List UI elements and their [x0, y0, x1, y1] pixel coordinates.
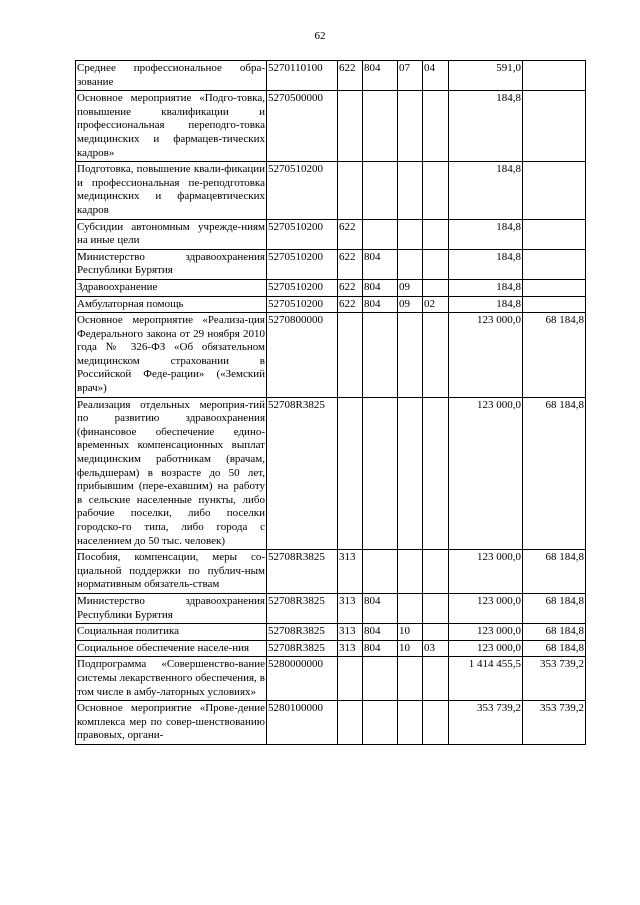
cell-subsection-code: 02	[423, 296, 449, 313]
cell-target-article-code: 52708R3825	[267, 593, 338, 623]
cell-name: Социальное обеспечение населе-ния	[76, 640, 267, 657]
cell-ministry-code	[363, 397, 398, 550]
cell-amount-1: 184,8	[449, 91, 523, 162]
cell-target-article-code: 5270110100	[267, 61, 338, 91]
cell-ministry-code	[363, 701, 398, 745]
cell-amount-1: 123 000,0	[449, 640, 523, 657]
cell-amount-1: 123 000,0	[449, 313, 523, 398]
cell-section-code	[398, 162, 423, 219]
cell-target-article-code: 5280100000	[267, 701, 338, 745]
cell-ministry-code	[363, 550, 398, 594]
cell-name: Пособия, компенсации, меры со-циальной поддержки по публич-ным нормативным обязатель-ствам	[76, 550, 267, 594]
cell-expense-type-code: 313	[338, 550, 363, 594]
table-row	[76, 162, 586, 219]
cell-ministry-code: 804	[363, 640, 398, 657]
cell-section-code	[398, 313, 423, 398]
cell-section-code	[398, 249, 423, 279]
cell-section-code	[398, 657, 423, 701]
cell-ministry-code	[363, 313, 398, 398]
cell-expense-type-code: 313	[338, 624, 363, 641]
cell-target-article-code: 52708R3825	[267, 624, 338, 641]
cell-expense-type-code	[338, 91, 363, 162]
table-row	[76, 61, 586, 91]
cell-ministry-code: 804	[363, 249, 398, 279]
cell-name: Подготовка, повышение квали-фикации и профессиональная пе-реподготовка медицинских и фармацевтических кадров	[76, 162, 267, 219]
cell-ministry-code: 804	[363, 61, 398, 91]
cell-amount-2: 68 184,8	[523, 640, 586, 657]
cell-amount-1: 591,0	[449, 61, 523, 91]
cell-subsection-code	[423, 313, 449, 398]
cell-subsection-code: 04	[423, 61, 449, 91]
table-row	[76, 624, 586, 641]
cell-target-article-code: 5270510200	[267, 249, 338, 279]
table-row	[76, 279, 586, 296]
cell-amount-2	[523, 296, 586, 313]
budget-table	[75, 60, 586, 745]
cell-section-code	[398, 550, 423, 594]
cell-ministry-code	[363, 162, 398, 219]
cell-subsection-code	[423, 219, 449, 249]
cell-subsection-code	[423, 550, 449, 594]
cell-ministry-code: 804	[363, 593, 398, 623]
cell-name: Подпрограмма «Совершенство-вание системы лекарственного обеспечения, в том числе в амбу-латорных условиях»	[76, 657, 267, 701]
cell-amount-1: 123 000,0	[449, 624, 523, 641]
cell-expense-type-code: 313	[338, 640, 363, 657]
cell-amount-2: 353 739,2	[523, 657, 586, 701]
cell-expense-type-code	[338, 162, 363, 219]
cell-section-code: 09	[398, 279, 423, 296]
cell-subsection-code	[423, 279, 449, 296]
cell-amount-2	[523, 279, 586, 296]
cell-expense-type-code	[338, 397, 363, 550]
cell-expense-type-code: 313	[338, 593, 363, 623]
cell-amount-2: 68 184,8	[523, 397, 586, 550]
table-row	[76, 701, 586, 745]
cell-amount-2	[523, 91, 586, 162]
cell-subsection-code	[423, 624, 449, 641]
cell-ministry-code: 804	[363, 279, 398, 296]
cell-amount-2: 68 184,8	[523, 313, 586, 398]
cell-amount-2: 68 184,8	[523, 550, 586, 594]
cell-name: Основное мероприятие «Подго-товка, повышение квалификации и профессиональная переподго-товка медицинских и фармацев-тических кадров»	[76, 91, 267, 162]
cell-expense-type-code: 622	[338, 219, 363, 249]
cell-section-code	[398, 701, 423, 745]
cell-name: Здравоохранение	[76, 279, 267, 296]
cell-target-article-code: 5270510200	[267, 219, 338, 249]
cell-ministry-code	[363, 657, 398, 701]
table-row	[76, 550, 586, 594]
table-row	[76, 593, 586, 623]
cell-target-article-code: 5270510200	[267, 162, 338, 219]
table-row	[76, 91, 586, 162]
cell-name: Министерство здравоохранения Республики Бурятия	[76, 593, 267, 623]
cell-subsection-code	[423, 162, 449, 219]
cell-target-article-code: 5280000000	[267, 657, 338, 701]
cell-amount-2	[523, 162, 586, 219]
cell-ministry-code: 804	[363, 624, 398, 641]
cell-subsection-code	[423, 701, 449, 745]
cell-expense-type-code: 622	[338, 296, 363, 313]
table-row	[76, 397, 586, 550]
cell-expense-type-code	[338, 701, 363, 745]
cell-target-article-code: 5270800000	[267, 313, 338, 398]
cell-ministry-code	[363, 91, 398, 162]
cell-amount-1: 353 739,2	[449, 701, 523, 745]
cell-expense-type-code: 622	[338, 61, 363, 91]
cell-expense-type-code	[338, 313, 363, 398]
cell-subsection-code: 03	[423, 640, 449, 657]
table-body	[76, 61, 586, 745]
cell-amount-1: 184,8	[449, 296, 523, 313]
cell-ministry-code	[363, 219, 398, 249]
cell-expense-type-code: 622	[338, 249, 363, 279]
table-row	[76, 219, 586, 249]
cell-subsection-code	[423, 657, 449, 701]
cell-name: Основное мероприятие «Реализа-ция Федерального закона от 29 ноября 2010 года № 326-ФЗ «Об обязательном медицинском страховании в Российской Феде-рации» («Земский врач»)	[76, 313, 267, 398]
table-row	[76, 249, 586, 279]
cell-amount-1: 184,8	[449, 162, 523, 219]
table-row	[76, 296, 586, 313]
cell-target-article-code: 5270510200	[267, 279, 338, 296]
cell-section-code: 07	[398, 61, 423, 91]
cell-amount-1: 123 000,0	[449, 593, 523, 623]
cell-target-article-code: 5270500000	[267, 91, 338, 162]
cell-amount-1: 184,8	[449, 279, 523, 296]
cell-subsection-code	[423, 91, 449, 162]
cell-target-article-code: 52708R3825	[267, 550, 338, 594]
page-number: 62	[314, 30, 326, 42]
cell-subsection-code	[423, 593, 449, 623]
cell-section-code: 09	[398, 296, 423, 313]
cell-amount-2	[523, 249, 586, 279]
cell-expense-type-code	[338, 657, 363, 701]
table-row	[76, 657, 586, 701]
cell-ministry-code: 804	[363, 296, 398, 313]
cell-amount-1: 123 000,0	[449, 397, 523, 550]
cell-amount-2: 68 184,8	[523, 593, 586, 623]
cell-subsection-code	[423, 249, 449, 279]
cell-name: Амбулаторная помощь	[76, 296, 267, 313]
cell-expense-type-code: 622	[338, 279, 363, 296]
cell-name: Основное мероприятие «Прове-дение комплекса мер по совер-шенствованию правовых, органи-	[76, 701, 267, 745]
cell-section-code: 10	[398, 640, 423, 657]
cell-name: Субсидии автономным учрежде-ниям на иные цели	[76, 219, 267, 249]
cell-name: Министерство здравоохранения Республики Бурятия	[76, 249, 267, 279]
cell-section-code	[398, 397, 423, 550]
cell-section-code: 10	[398, 624, 423, 641]
cell-target-article-code: 52708R3825	[267, 640, 338, 657]
cell-amount-2	[523, 219, 586, 249]
cell-amount-2	[523, 61, 586, 91]
cell-name: Реализация отдельных мероприя-тий по развитию здравоохранения (финансовое обеспечение едино-временных компенсационных выплат медицинским работникам (врачам, фельдшерам) в возрасте до 50 лет, прибывшим (пере-ехавшим) на работу в сельские населенные пункты, либо рабочие поселки, либо поселки городско-го типа, либо города с населением до 50 тыс. человек)	[76, 397, 267, 550]
cell-name: Социальная политика	[76, 624, 267, 641]
cell-section-code	[398, 219, 423, 249]
cell-amount-2: 353 739,2	[523, 701, 586, 745]
table-row	[76, 640, 586, 657]
cell-amount-1: 1 414 455,5	[449, 657, 523, 701]
table-row	[76, 313, 586, 398]
cell-target-article-code: 5270510200	[267, 296, 338, 313]
cell-amount-1: 184,8	[449, 219, 523, 249]
cell-section-code	[398, 91, 423, 162]
cell-section-code	[398, 593, 423, 623]
cell-name: Среднее профессиональное обра-зование	[76, 61, 267, 91]
cell-amount-1: 123 000,0	[449, 550, 523, 594]
cell-target-article-code: 52708R3825	[267, 397, 338, 550]
cell-amount-2: 68 184,8	[523, 624, 586, 641]
cell-subsection-code	[423, 397, 449, 550]
cell-amount-1: 184,8	[449, 249, 523, 279]
